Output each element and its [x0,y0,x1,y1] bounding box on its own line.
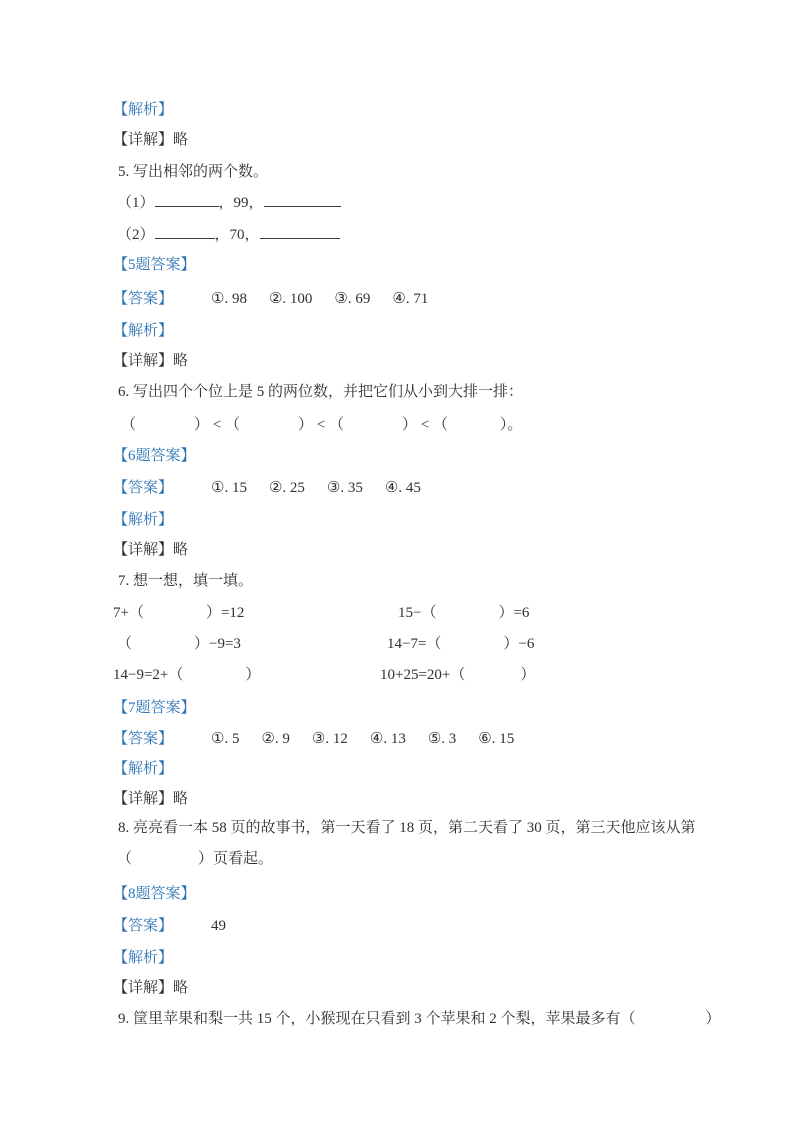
text-run: ） [705,1011,721,1027]
text-run: （ [117,851,133,867]
answer-space [132,647,194,648]
text-run: ）页看起。 [198,851,274,867]
detail-line-q7 [113,789,188,809]
text-run: 6. 写出四个个位上是 5 的两位数，并把它们从小到大排一排： [118,384,524,400]
answer-space [344,428,402,429]
answer-item: ④. 71 [392,291,429,307]
section-label: 【解析】 [113,761,174,777]
answer-space [132,862,198,863]
text-run: ） < （ [401,417,448,433]
text-run: ，70， [214,227,260,243]
q7-answer-line [113,729,536,749]
answer-space [144,616,206,617]
text-run: （ [117,636,133,652]
text-run: 7. 想一想，填一填。 [118,573,254,589]
analysis-label-q6 [113,510,173,530]
answer-space [448,428,500,429]
question-6-title [118,382,523,402]
answer-space [465,678,520,679]
formula-left-column [117,634,241,654]
question-8-blank-line [117,849,273,869]
text-run: 49 [211,918,227,934]
question-9-title [118,1009,721,1029]
section-label: 【6题答案】 [113,448,196,464]
answer-label: 【答案】 [113,480,174,496]
q7-answer-header [113,698,196,718]
text-run: ）=12 [205,605,245,621]
answer-space [636,1022,706,1023]
text-run: ） [245,667,261,683]
analysis-label-q5 [113,321,173,341]
answer-label: 【答案】 [113,291,174,307]
text-run: ） < （ [194,417,240,433]
text-run: 15−（ [398,605,437,621]
q5-answer-header [113,255,196,275]
text-run: 9. 筐里苹果和梨一共 15 个，小猴现在只看到 3 个苹果和 2 个梨，苹果最多有（ [118,1011,636,1027]
q8-answer-line [113,916,226,936]
text-run: ）。 [499,417,523,433]
section-label: 【解析】 [113,323,174,339]
text-run: 【详解】略 [113,353,189,369]
answer-item: ⑤. 3 [427,731,457,747]
formula-right-column [380,665,535,685]
detail-line-q5 [113,351,188,371]
blank-underline [264,193,341,207]
text-run: ） [520,667,536,683]
section-label: 【解析】 [113,512,174,528]
question-6-blanks [121,415,522,435]
question-7-row-1 [113,603,530,623]
text-run: 14−7=（ [387,636,442,652]
text-run: 7+（ [113,605,144,621]
blank-underline [155,193,219,207]
answer-space [183,678,245,679]
formula-left-column [113,603,244,623]
answer-item: ③. 12 [311,731,348,747]
answer-space [436,616,498,617]
text-run: ）=6 [498,605,530,621]
text-run: ）−9=3 [194,636,241,652]
answer-space [441,647,503,648]
text-run: （ [121,417,137,433]
answer-space [240,428,298,429]
text-run: 【详解】略 [113,542,189,558]
answer-item: ①. 98 [211,291,247,307]
answer-space [136,428,194,429]
answer-item: ①. 5 [211,731,240,747]
analysis-label-q7 [113,759,173,779]
text-run: 14−9=2+（ [113,667,184,683]
text-run: 10+25=20+（ [380,667,466,683]
answer-item: ④. 45 [384,480,421,496]
text-run: 5. 写出相邻的两个数。 [118,164,269,180]
section-label: 【解析】 [113,950,174,966]
section-label: 【8题答案】 [113,886,196,902]
text-run: 【详解】略 [113,980,189,996]
question-7-row-3 [113,665,536,685]
analysis-label-q8 [113,948,173,968]
section-label: 【7题答案】 [113,700,196,716]
q5-answer-line [113,289,450,309]
q6-answer-header [113,446,196,466]
q6-answer-line [113,478,443,498]
blank-underline [155,225,215,239]
detail-line-q6 [113,540,188,560]
answer-item: ①. 15 [211,480,247,496]
question-7-title [118,571,253,591]
detail-line-q8 [113,978,188,998]
analysis-label-q4 [113,100,173,120]
formula-left-column [113,665,260,685]
text-run: 8. 亮亮看一本 58 页的故事书，第一天看了 18 页，第二天看了 30 页，第三天他应该从第 [118,820,696,836]
question-5-item-1 [117,193,341,213]
text-run: 【详解】略 [113,791,189,807]
question-5-item-2 [117,225,340,245]
answer-item: ③. 69 [334,291,371,307]
text-run: （2） [117,227,155,243]
text-run: （1） [117,195,155,211]
answer-item: ④. 13 [369,731,406,747]
formula-right-column [398,603,529,623]
answer-item: ⑥. 15 [478,731,515,747]
blank-underline [260,225,340,239]
question-7-row-2 [117,634,535,654]
answer-item: ②. 100 [268,291,313,307]
text-run: ） < （ [297,417,344,433]
detail-line-q4 [113,130,188,150]
answer-item: ②. 9 [261,731,290,747]
text-run: ，99， [218,195,264,211]
answer-label: 【答案】 [113,731,174,747]
formula-right-column [387,634,534,654]
text-run: ）−6 [503,636,535,652]
answer-label: 【答案】 [113,918,174,934]
answer-item: ③. 35 [326,480,363,496]
section-label: 【解析】 [113,102,174,118]
q8-answer-header [113,884,196,904]
section-label: 【5题答案】 [113,257,196,273]
answer-item: ②. 25 [268,480,305,496]
text-run: 【详解】略 [113,132,189,148]
question-5-title [118,162,268,182]
question-8-title [118,818,696,838]
